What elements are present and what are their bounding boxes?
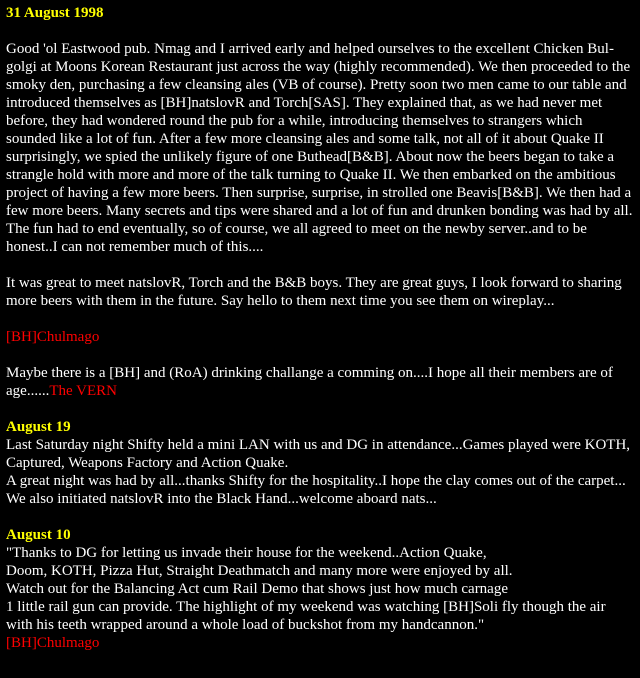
entry-paragraph: It was great to meet natslovR, Torch and the B&B boys. They are great guys, I look forward to sharing more beers with them in the future. Say hello to them next time you see them on wireplay... bbox=[6, 275, 622, 309]
entry-paragraph bbox=[6, 364, 634, 400]
paragraph-text: Maybe there is a [BH] and (RoA) drinking challange a comming on....I hope all their members are of age...... bbox=[6, 365, 613, 399]
entry-signature: [BH]Chulmago bbox=[6, 329, 100, 345]
news-entry-august-19 bbox=[6, 418, 634, 508]
entry-date: August 10 bbox=[6, 527, 71, 543]
entry-signature: The VERN bbox=[49, 383, 117, 399]
news-entry-august-10 bbox=[6, 526, 634, 652]
entry-line: We also initiated natslovR into the Black Hand...welcome aboard nats... bbox=[6, 491, 437, 507]
entry-line: Doom, KOTH, Pizza Hut, Straight Deathmatch and many more were enjoyed by all. bbox=[6, 563, 513, 579]
entry-signature: [BH]Chulmago bbox=[6, 635, 100, 651]
entry-date: 31 August 1998 bbox=[6, 5, 104, 21]
entry-line: 1 little rail gun can provide. The highlight of my weekend was watching [BH]Soli fly though the air with his teeth wrapped around a whole load of buckshot from my handcannon." bbox=[6, 599, 606, 633]
entry-line: Last Saturday night Shifty held a mini LAN with us and DG in attendance...Games played were KOTH, Captured, Weapons Factory and Action Quake. bbox=[6, 437, 631, 471]
entry-line: "Thanks to DG for letting us invade their house for the weekend..Action Quake, bbox=[6, 545, 487, 561]
entry-date: August 19 bbox=[6, 419, 71, 435]
entry-line: Watch out for the Balancing Act cum Rail Demo that shows just how much carnage bbox=[6, 581, 509, 597]
entry-paragraph: Good 'ol Eastwood pub. Nmag and I arrived early and helped ourselves to the excellent Chicken Bul-golgi at Moons Korean Restaurant just across the way (highly recommended). We then proceeded to the smoky den, purchasing a few cleansing ales (VB of course). Pretty soon two men came to our table and introduced themselves as [BH]natslovR and Torch[SAS]. They explained that, as we had never met before, they had wondered round the pub for a while, introducing themselves to strangers which sounded like a lot of fun. After a few more cleansing ales and some talk, not all of it about Quake II surprisingly, we spied the unlikely figure of one Buthead[B&B]. About now the beers began to take a strangle hold with more and more of the talk turning to Quake II. We then embarked on the ambitious project of having a few more beers. Then surprise, surprise, in strolled one Beavis[B&B]. We then had a few more beers. Many secrets and tips were shared and a lot of fun and drunken bonding was had by all. The fun had to end eventually, so of course, we all agreed to meet on the newby server..and to be honest..I can not remember much of this.... bbox=[6, 41, 633, 255]
news-entry-31-august-1998 bbox=[6, 4, 634, 400]
news-page bbox=[6, 4, 634, 652]
entry-line: A great night was had by all...thanks Shifty for the hospitality..I hope the clay comes out of the carpet... bbox=[6, 473, 626, 489]
